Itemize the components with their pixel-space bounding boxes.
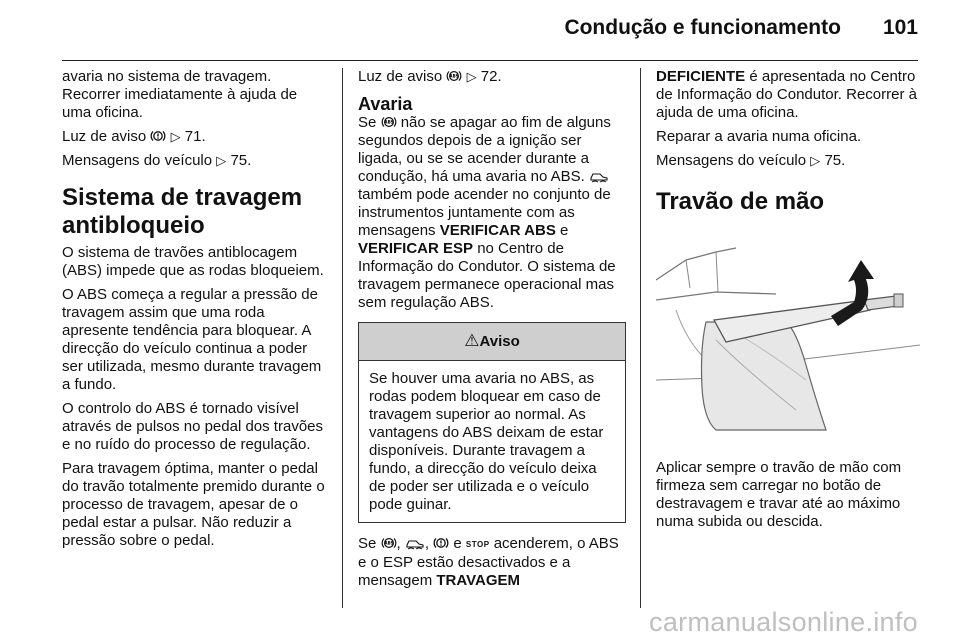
section-title: Condução e funcionamento	[564, 16, 841, 39]
paragraph: Luz de aviso ▷ 71.	[62, 128, 206, 145]
page-ref-link[interactable]: 75	[230, 152, 248, 169]
paragraph: O ABS começa a regular a pressão de travagem assim que uma roda apresente tendência para bloquear. A direcção do veículo continua a poder ser utilizada, mesmo durante travagem a fundo.	[62, 286, 322, 393]
reference-arrow-icon: ▷	[466, 69, 477, 84]
handbrake-illustration	[656, 230, 920, 440]
page-ref-link[interactable]: 75	[824, 152, 842, 169]
paragraph: avaria no sistema de travagem. Recorrer imediatamente à ajuda de uma oficina.	[62, 68, 298, 121]
paragraph: Mensagens do veículo ▷ 75.	[656, 152, 846, 169]
paragraph: Se ABS não se apagar ao fim de alguns segundos depois de a ignição ser ligada, ou se se acender durante a condução, há uma avaria no ABS. também pode acender no conjunto de instrumentos juntamente com as mensagens VERIFICAR ABS e VERIFICAR ESP no Centro de Informação do Condutor. O sistema de travagem permanece operacional mas sem regulação ABS.	[358, 114, 616, 311]
warning-title: ⚠Aviso	[359, 323, 625, 361]
paragraph: O sistema de travões antiblocagem (ABS) impede que as rodas bloqueiem.	[62, 244, 324, 279]
message-travagem: TRAVAGEM	[436, 572, 520, 589]
column-3	[656, 68, 922, 537]
watermark: carmanualsonline.info	[649, 607, 918, 637]
paragraph: Reparar a avaria numa oficina.	[656, 128, 862, 145]
reference-arrow-icon: ▷	[810, 153, 821, 168]
paragraph: Para travagem óptima, manter o pedal do travão totalmente premido durante o processo de travagem, apesar de o pedal estar a pulsar. Não reduzir a pressão sobre o pedal.	[62, 460, 325, 549]
esp-car-icon	[589, 169, 609, 183]
warning-box	[358, 322, 626, 523]
abs-warning-icon	[381, 115, 397, 129]
paragraph: Aplicar sempre o travão de mão com firmeza sem carregar no botão de destravagem e travar até ao máximo numa subida ou descida.	[656, 459, 902, 530]
stop-indicator-icon: STOP	[465, 540, 490, 549]
brake-warning-icon	[150, 129, 166, 143]
page-ref-link[interactable]: 71	[184, 128, 202, 145]
section-heading: Travão de mão	[656, 188, 825, 215]
svg-text:ABS: ABS	[384, 119, 394, 125]
esp-car-icon	[405, 536, 425, 550]
reference-arrow-icon: ▷	[170, 129, 181, 144]
column-divider	[342, 68, 343, 608]
paragraph: O controlo do ABS é tornado visível através de pulsos no pedal dos travões e no ruído do processo de regulação.	[62, 400, 323, 453]
message-deficiente: DEFICIENTE	[656, 68, 746, 85]
paragraph: DEFICIENTE é apresentada no Centro de Informação do Condutor. Recorrer à ajuda de uma oficina.	[656, 68, 917, 121]
subsection-heading: Avaria	[358, 94, 413, 114]
paragraph: Se ABS , , e STOP acenderem, o ABS e o ESP estão desactivados e a mensagem TRAVAGEM	[358, 535, 619, 589]
abs-warning-icon	[381, 536, 397, 550]
column-divider	[640, 68, 641, 608]
section-heading: Sistema de travagem antibloqueio	[62, 184, 303, 239]
warning-triangle-icon: ⚠	[464, 331, 480, 350]
svg-text:ABS: ABS	[384, 540, 394, 546]
column-1	[62, 68, 326, 556]
header-rule	[62, 60, 918, 61]
reference-arrow-icon: ▷	[216, 153, 227, 168]
page-ref-link[interactable]: 72	[480, 68, 498, 85]
message-verificar-esp: VERIFICAR ESP	[358, 240, 474, 257]
paragraph: Luz de aviso ABS ▷ 72.	[358, 68, 502, 85]
page-number: 101	[882, 16, 918, 39]
brake-warning-icon	[433, 536, 449, 550]
message-verificar-abs: VERIFICAR ABS	[439, 222, 556, 239]
paragraph: Mensagens do veículo ▷ 75.	[62, 152, 252, 169]
abs-warning-icon	[446, 69, 462, 83]
column-2	[358, 68, 626, 596]
svg-text:ABS: ABS	[449, 73, 459, 79]
page-header	[564, 16, 918, 40]
warning-text: Se houver uma avaria no ABS, as rodas podem bloquear em caso de travagem superior ao normal. As vantagens do ABS deixam de estar disponíveis. Durante travagem a fundo, a direcção do veículo deixa de poder ser utilizada e o veículo pode guinar.	[369, 370, 604, 513]
